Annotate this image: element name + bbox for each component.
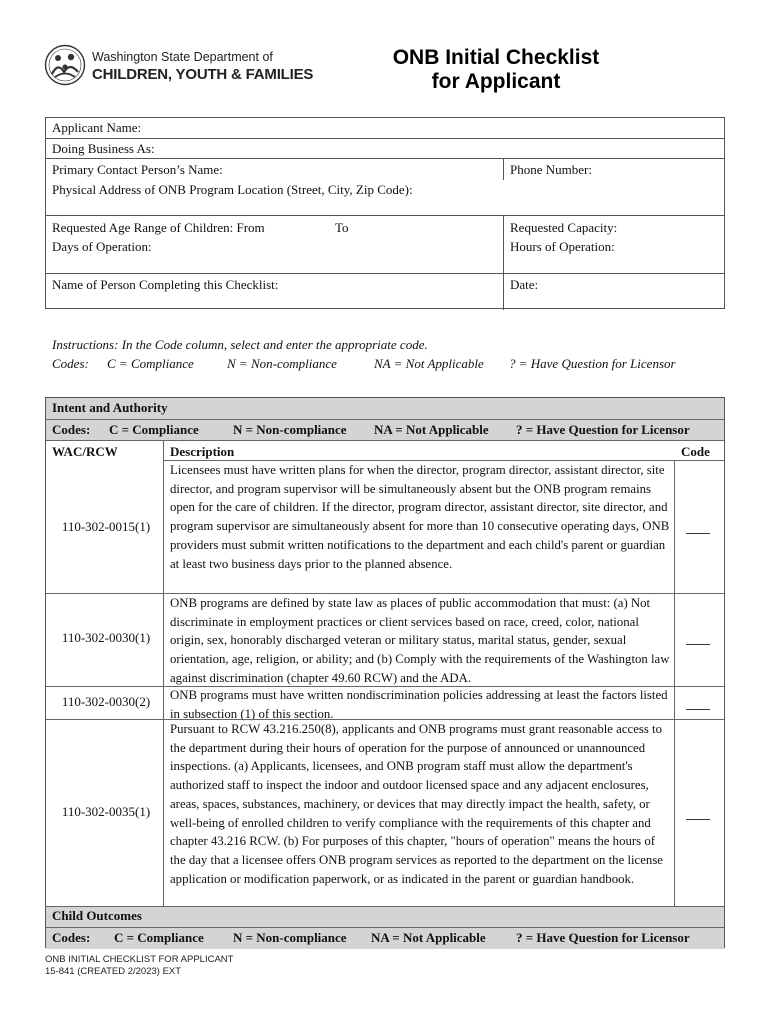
- page-title: [346, 46, 646, 94]
- applicant-info-table: [45, 117, 725, 309]
- footer-line1: ONB INITIAL CHECKLIST FOR APPLICANT: [45, 954, 234, 965]
- row1-code-field[interactable]: [686, 533, 710, 534]
- doing-business-as-field[interactable]: Doing Business As:: [52, 141, 155, 156]
- row4-code-field[interactable]: [686, 819, 710, 820]
- section1-code-na: NA = Not Applicable: [374, 422, 489, 437]
- row4-description: Pursuant to RCW 43.216.250(8), applicants and ONB programs must grant reasonable access to the department during their hours of operation for the purpose of announced or unannounced inspections. (a) Applicants, licensees, and ONB program staff must allow the department's authorized staff to inspect the indoor and outdoor licensed space and any adjacent enclosures, areas, spaces, substances, machinery, or devices that may directly impact the health, safety, or well-being of enrolled children to verify compliance with the requirements of this chapter and chapter 43.216 RCW. (b) For purposes of this chapter, "hours of operation" means the hours of the day that a licensee offers ONB program services as reported to the department on the license application or modification paperwork, or as indicated in the parent or guardian handbook.: [170, 722, 663, 886]
- column-header-wac: WAC/RCW: [52, 444, 118, 459]
- row2-code-field[interactable]: [686, 644, 710, 645]
- physical-address-field[interactable]: Physical Address of ONB Program Location (Street, City, Zip Code):: [52, 182, 413, 197]
- code-question: ? = Have Question for Licensor: [509, 356, 676, 371]
- days-of-operation-field[interactable]: Days of Operation:: [52, 239, 152, 254]
- row1-wac: 110-302-0015(1): [61, 519, 151, 534]
- section2-code-c: C = Compliance: [114, 930, 204, 945]
- person-completing-field[interactable]: Name of Person Completing this Checklist:: [52, 277, 279, 292]
- applicant-name-field[interactable]: Applicant Name:: [52, 120, 142, 135]
- row4-wac: 110-302-0035(1): [61, 804, 151, 819]
- agency-name-line2: CHILDREN, YOUTH & FAMILIES: [92, 66, 314, 83]
- age-range-to-field[interactable]: To: [335, 220, 349, 235]
- hours-of-operation-field[interactable]: Hours of Operation:: [510, 239, 615, 254]
- instructions-codes: [52, 354, 676, 373]
- section2-code-q: ? = Have Question for Licensor: [516, 930, 690, 945]
- section-title-intent-authority: Intent and Authority: [52, 400, 168, 415]
- footer-line2: 15-841 (CREATED 2/2023) EXT: [45, 966, 182, 977]
- section2-code-n: N = Non-compliance: [233, 930, 347, 945]
- agency-logo: [44, 44, 314, 88]
- age-range-from-field[interactable]: Requested Age Range of Children: From: [52, 220, 265, 235]
- row1-description: Licensees must have written plans for when the director, program director, assistant director, site director, and program supervisor will be simultaneously absent but the ONB program remains open for the care of children. If the director, program director, assistant director, site director, and program supervisor are simultaneously absent for more than 10 consecutive operating days, ONB providers must submit written notifications to the department and each child's parent or guardian at least two business days prior to the planned absence.: [170, 463, 670, 571]
- checklist-table: [45, 397, 725, 948]
- row2-description: ONB programs are defined by state law as places of public accommodation that must: (a) Not discriminate in employment practices or client services based on race, creed, color, national origin, sex, honorably discharged veteran or military status, marital status, gender, sexual orientation, age, religion, or ability; and (b) Comply with the requirements of the Washington law against discrimination (chapter 49.60 RCW) and the ADA.: [170, 596, 670, 685]
- row3-wac: 110-302-0030(2): [61, 694, 151, 709]
- section2-codes-label: Codes:: [52, 930, 91, 945]
- section-title-child-outcomes: Child Outcomes: [52, 908, 142, 923]
- agency-name-line1: Washington State Department of: [92, 50, 273, 64]
- section1-codes-label: Codes:: [52, 422, 91, 437]
- code-non-compliance: N = Non-compliance: [227, 356, 337, 371]
- phone-number-field[interactable]: Phone Number:: [510, 162, 592, 177]
- dcyf-seal-icon: [44, 44, 86, 86]
- section1-code-q: ? = Have Question for Licensor: [516, 422, 690, 437]
- code-not-applicable: NA = Not Applicable: [374, 356, 484, 371]
- code-compliance: C = Compliance: [107, 356, 194, 371]
- instructions: [52, 335, 676, 373]
- section1-code-c: C = Compliance: [109, 422, 199, 437]
- title-line2: for Applicant: [431, 70, 561, 93]
- section1-code-n: N = Non-compliance: [233, 422, 347, 437]
- title-line1: ONB Initial Checklist: [392, 46, 600, 69]
- instructions-text: Instructions: In the Code column, select and enter the appropriate code.: [52, 337, 428, 352]
- row3-code-field[interactable]: [686, 709, 710, 710]
- requested-capacity-field[interactable]: Requested Capacity:: [510, 220, 618, 235]
- codes-label: Codes:: [52, 356, 89, 371]
- date-field[interactable]: Date:: [510, 277, 539, 292]
- footer: [45, 954, 233, 978]
- primary-contact-field[interactable]: Primary Contact Person’s Name:: [52, 162, 223, 177]
- column-header-description: Description: [170, 444, 235, 459]
- row2-wac: 110-302-0030(1): [61, 630, 151, 645]
- section2-code-na: NA = Not Applicable: [371, 930, 486, 945]
- row3-description: ONB programs must have written nondiscrimination policies addressing at least the factors listed in subsection (1) of this section.: [170, 688, 668, 721]
- column-header-code: Code: [681, 444, 710, 459]
